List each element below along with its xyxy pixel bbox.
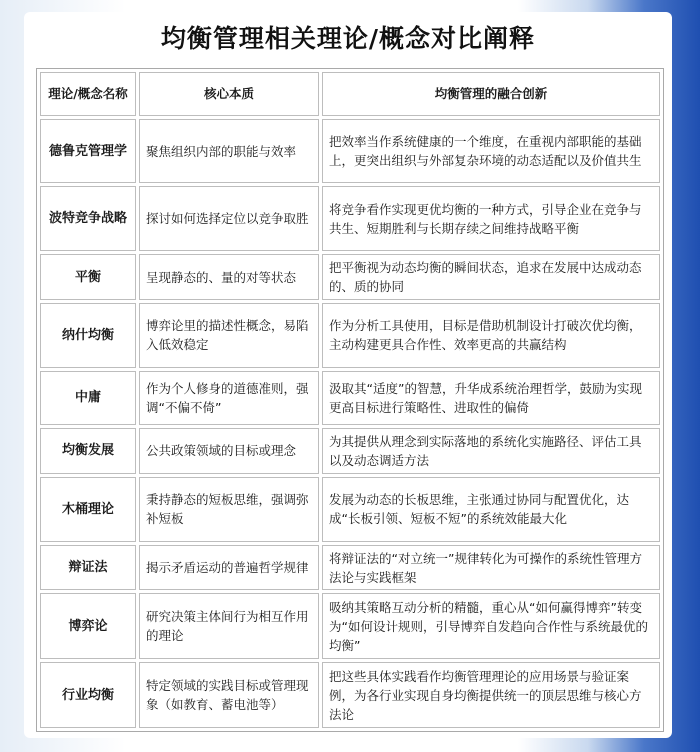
row-name: 行业均衡 (40, 662, 136, 728)
table-header-row (40, 72, 660, 116)
row-name: 木桶理论 (40, 477, 136, 542)
row-essence: 研究决策主体间行为相互作用的理论 (139, 593, 319, 659)
table-row (40, 119, 660, 184)
header-name: 理论/概念名称 (40, 72, 136, 116)
row-essence: 秉持静态的短板思维，强调弥补短板 (139, 477, 319, 542)
row-name: 博弈论 (40, 593, 136, 659)
table-row (40, 186, 660, 251)
row-innovation: 将辩证法的“对立统一”规律转化为可操作的系统性管理方法论与实践框架 (322, 545, 660, 591)
row-name: 辩证法 (40, 545, 136, 591)
row-innovation: 吸纳其策略互动分析的精髓，重心从“如何赢得博弈”转变为“如何设计规则，引导博弈自发趋向合作性与系统最优的均衡” (322, 593, 660, 659)
row-innovation: 为其提供从理念到实际落地的系统化实施路径、评估工具以及动态调适方法 (322, 428, 660, 474)
row-essence: 揭示矛盾运动的普遍哲学规律 (139, 545, 319, 591)
row-innovation: 把效率当作系统健康的一个维度，在重视内部职能的基础上，更突出组织与外部复杂环境的动态适配以及价值共生 (322, 119, 660, 184)
table-row (40, 662, 660, 728)
row-name: 均衡发展 (40, 428, 136, 474)
row-essence: 特定领域的实践目标或管理现象（如教育、蓄电池等） (139, 662, 319, 728)
row-innovation: 把平衡视为动态均衡的瞬间状态，追求在发展中达成动态的、质的协同 (322, 254, 660, 300)
row-innovation: 汲取其“适度”的智慧，升华成系统治理哲学，鼓励为实现更高目标进行策略性、进取性的偏倚 (322, 371, 660, 425)
table-row (40, 593, 660, 659)
row-name: 波特竞争战略 (40, 186, 136, 251)
row-innovation: 作为分析工具使用，目标是借助机制设计打破次优均衡，主动构建更具合作性、效率更高的共赢结构 (322, 303, 660, 368)
table-row (40, 254, 660, 300)
table-row (40, 303, 660, 368)
row-name: 中庸 (40, 371, 136, 425)
row-essence: 呈现静态的、量的对等状态 (139, 254, 319, 300)
row-essence: 聚焦组织内部的职能与效率 (139, 119, 319, 184)
table-row (40, 477, 660, 542)
table-row (40, 545, 660, 591)
table-row (40, 371, 660, 425)
header-essence: 核心本质 (139, 72, 319, 116)
row-essence: 作为个人修身的道德准则，强调“不偏不倚” (139, 371, 319, 425)
page-title: 均衡管理相关理论/概念对比阐释 (160, 24, 536, 53)
comparison-table (37, 69, 663, 731)
row-innovation: 把这些具体实践看作均衡管理理论的应用场景与验证案例，为各行业实现自身均衡提供统一的顶层思维与核心方法论 (322, 662, 660, 728)
content-frame (24, 12, 672, 738)
row-innovation: 将竞争看作实现更优均衡的一种方式，引导企业在竞争与共生、短期胜利与长期存续之间维持战略平衡 (322, 186, 660, 251)
row-name: 平衡 (40, 254, 136, 300)
row-name: 德鲁克管理学 (40, 119, 136, 184)
row-essence: 博弈论里的描述性概念，易陷入低效稳定 (139, 303, 319, 368)
row-innovation: 发展为动态的长板思维，主张通过协同与配置优化，达成“长板引领、短板不短”的系统效能最大化 (322, 477, 660, 542)
row-essence: 公共政策领域的目标或理念 (139, 428, 319, 474)
comparison-table-container (36, 68, 664, 732)
row-essence: 探讨如何选择定位以竞争取胜 (139, 186, 319, 251)
table-row (40, 428, 660, 474)
header-innovation: 均衡管理的融合创新 (322, 72, 660, 116)
row-name: 纳什均衡 (40, 303, 136, 368)
